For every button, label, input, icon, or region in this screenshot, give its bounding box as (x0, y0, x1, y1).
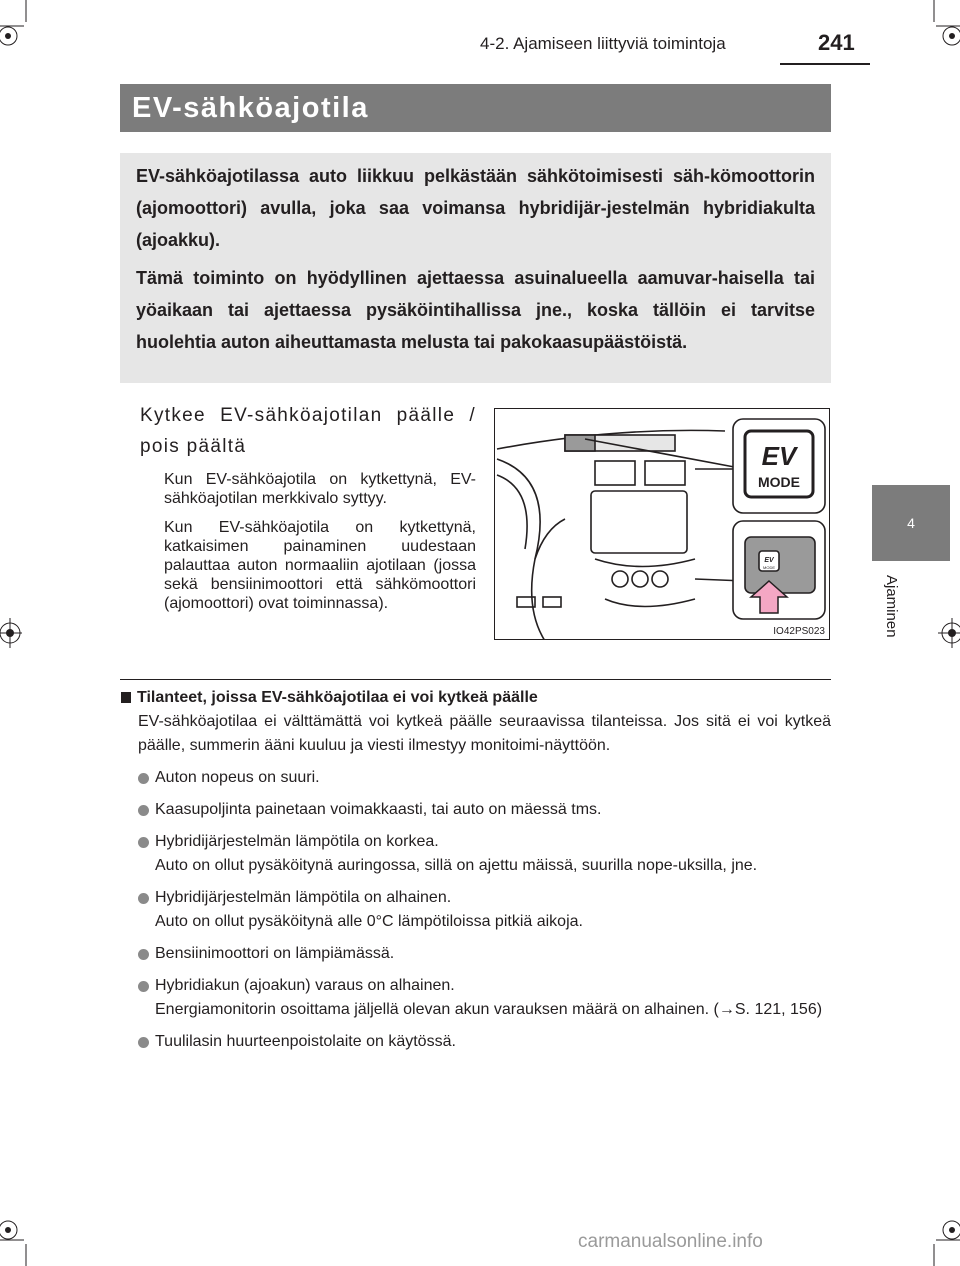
intro-box (120, 153, 831, 383)
watermark[interactable]: carmanualsonline.info (578, 1231, 763, 1252)
list-item (138, 1030, 831, 1054)
bullet-icon (138, 773, 149, 784)
bullet-text: Kaasupoljinta painetaan voimakkaasti, tai auto on mäessä tms. (155, 801, 602, 818)
section-divider (120, 679, 831, 680)
bullet-icon (138, 893, 149, 904)
switch-paragraph-2: Kun EV-sähköajotila on kytkettynä, katkaisimen painaminen uudestaan palauttaa auton normaaliin ajotilaan (jossa sekä bensiinimoottori että sähkömoottori (ajomoottori) ovat toiminnassa). (164, 519, 476, 612)
ev-mode-figure (494, 408, 830, 640)
switch-section (140, 400, 476, 623)
note-section (121, 688, 831, 1054)
bullet-detail: Energiamonitorin osoittama jäljellä olevan akun varauksen määrä on alhainen. (→S. 121, 156) (155, 1001, 823, 1018)
page-number: 241 (818, 30, 855, 55)
bullet-text: Hybridijärjestelmän lämpötila on korkea. (155, 833, 439, 850)
chapter-tab: 4 (872, 485, 950, 561)
bullet-icon (138, 981, 149, 992)
small-ev-label: EV (764, 557, 774, 564)
intro-paragraph-1: EV-sähköajotilassa auto liikkuu pelkästään sähkötoimisesti säh-kömoottorin (ajomoottori) avulla, joka saa voimansa hybridijär-jestelmän hybridiakulta (ajoakku). (136, 166, 815, 250)
list-item (138, 766, 831, 790)
list-item (138, 974, 831, 1022)
list-item (138, 798, 831, 822)
bullet-text: Hybridijärjestelmän lämpötila on alhainen. (155, 889, 452, 906)
bullet-icon (138, 1037, 149, 1048)
note-heading-text: Tilanteet, joissa EV-sähköajotilaa ei voi kytkeä päälle (137, 689, 538, 706)
bullet-icon (138, 837, 149, 848)
list-item (138, 886, 831, 934)
intro-paragraph-2: Tämä toiminto on hyödyllinen ajettaessa asuinalueella aamuvar-haisella tai yöaikaan tai ajettaessa pysäköintihallissa jne., koska tällöin ei tarvitse huolehtia auton aiheuttamasta melusta tai pakokaasupäästöistä. (136, 268, 815, 352)
note-body (138, 710, 831, 1054)
switch-subhead: Kytkee EV-sähköajotilan päälle / pois päältä (140, 405, 476, 457)
bullet-text: Auton nopeus on suuri. (155, 769, 320, 786)
square-bullet-icon (121, 692, 131, 703)
bullet-icon (138, 805, 149, 816)
header-rule (780, 63, 870, 65)
bullet-detail: Auto on ollut pysäköitynä alle 0°C lämpötiloissa pitkiä aikoja. (155, 913, 583, 930)
small-mode-label: MODE (763, 565, 775, 570)
bullet-detail: Auto on ollut pysäköitynä auringossa, sillä on ajettu mäissä, suurilla nope-uksilla, jne. (155, 857, 758, 874)
list-item (138, 942, 831, 966)
bullet-icon (138, 949, 149, 960)
switch-paragraph-1: Kun EV-sähköajotila on kytkettynä, EV-sähköajotilan merkkivalo syttyy. (164, 471, 476, 507)
dashboard-illustration (495, 409, 830, 640)
mode-button-label: MODE (758, 474, 800, 490)
chapter-label: Ajaminen (883, 575, 900, 638)
ev-button-label: EV (761, 441, 797, 471)
bullet-text: Hybridiakun (ajoakun) varaus on alhainen. (155, 977, 455, 994)
bullet-text: Bensiinimoottori on lämpiämässä. (155, 945, 395, 962)
note-intro: EV-sähköajotilaa ei välttämättä voi kytkeä päälle seuraavissa tilanteissa. Jos sitä ei voi kytkeä päälle, summerin ääni kuuluu ja viesti ilmestyy monitoimi-näyttöön. (138, 713, 831, 754)
note-heading (121, 688, 831, 708)
bullet-text: Tuulilasin huurteenpoistolaite on käytössä. (155, 1033, 456, 1050)
list-item (138, 830, 831, 878)
figure-code: IO42PS023 (773, 626, 825, 637)
header-section-title: 4-2. Ajamiseen liittyviä toimintoja (480, 34, 726, 53)
page-title: EV-sähköajotila (120, 84, 831, 132)
